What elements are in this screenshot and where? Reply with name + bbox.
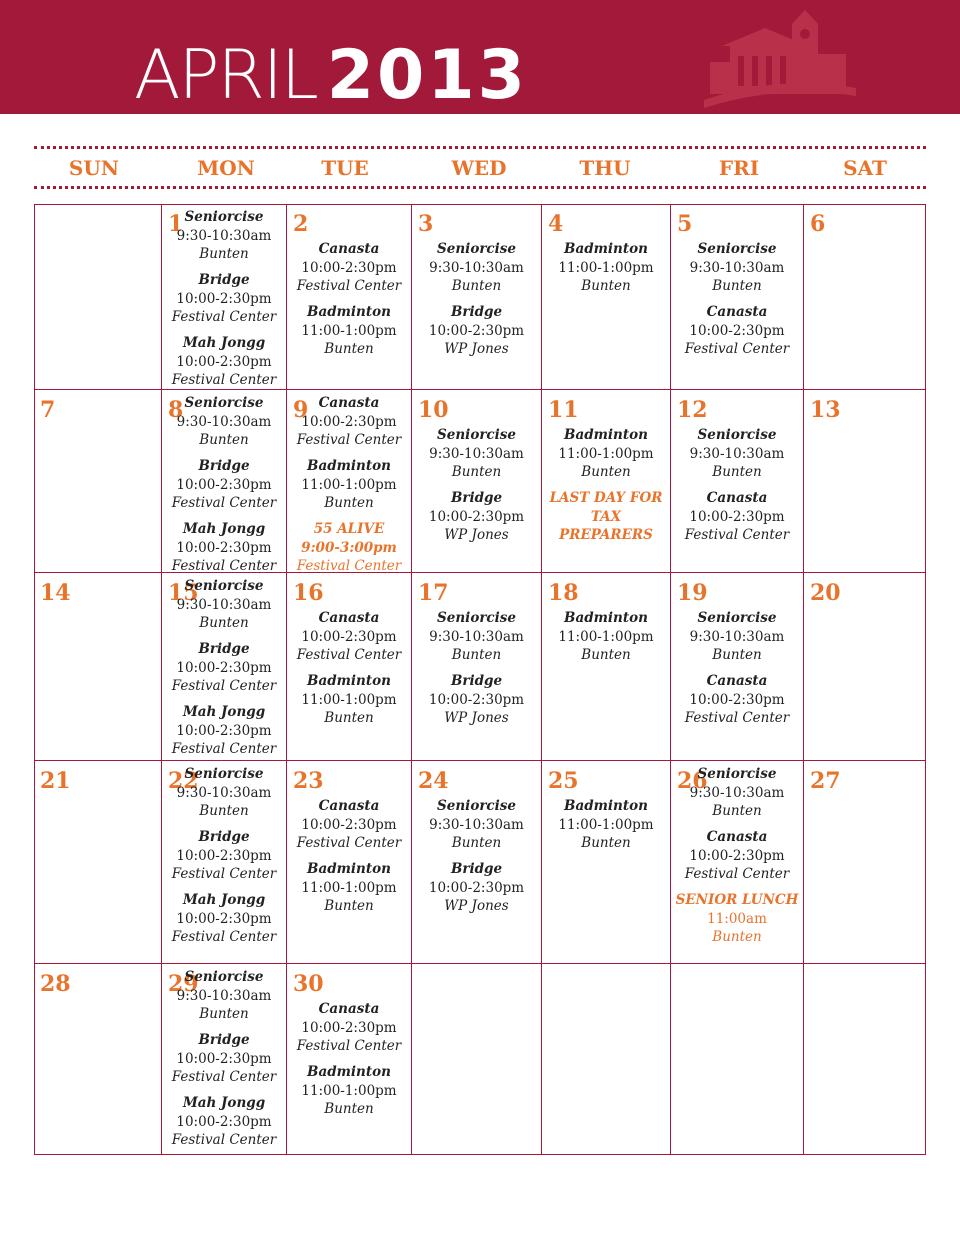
event-name: Canasta <box>706 304 768 320</box>
event-location: Bunten <box>324 898 374 914</box>
day-cell-10[interactable] <box>412 390 542 573</box>
event <box>162 640 286 696</box>
event <box>671 609 803 665</box>
day-number: 23 <box>293 768 324 794</box>
weekday-sat: SAT <box>843 156 887 180</box>
event-location: Bunten <box>324 710 374 726</box>
event-time: 10:00-2:30pm <box>301 1019 397 1036</box>
event-time: 11:00-1:00pm <box>301 322 397 339</box>
event-name: Bridge <box>198 272 250 288</box>
event-time: 10:00-2:30pm <box>428 691 525 708</box>
event <box>162 394 286 450</box>
event <box>412 303 541 359</box>
event-time: 10:00-2:30pm <box>689 691 785 708</box>
day-number: 24 <box>418 768 449 794</box>
event-name: Bridge <box>198 829 250 845</box>
day-cell-4[interactable] <box>542 204 671 390</box>
weekday-mon: MON <box>197 156 255 180</box>
event <box>162 828 286 884</box>
event-time: 11:00-1:00pm <box>301 691 397 708</box>
weekday-sun: SUN <box>68 156 120 180</box>
event <box>671 303 803 359</box>
day-cell-24[interactable] <box>412 761 542 964</box>
event-name: Seniorcise <box>437 427 516 443</box>
title-month: APRIL <box>134 36 317 115</box>
day-cell-8[interactable] <box>162 390 287 573</box>
event-location: WP Jones <box>444 341 509 357</box>
event <box>162 334 286 390</box>
event-name: Bridge <box>198 1032 250 1048</box>
event <box>287 672 411 728</box>
event-time: 10:00-2:30pm <box>176 476 272 493</box>
event-name: Bridge <box>450 304 503 320</box>
event-location: Bunten <box>712 464 762 480</box>
day-cell-12[interactable] <box>671 390 804 573</box>
notice <box>542 489 670 545</box>
event-name: Mah Jongg <box>182 521 266 537</box>
event-name: Mah Jongg <box>182 335 266 351</box>
event-time: 10:00-2:30pm <box>428 508 525 525</box>
event <box>412 240 541 296</box>
day-cell-20[interactable] <box>804 573 926 761</box>
event-time: 9:30-10:30am <box>689 445 785 462</box>
day-cell-15[interactable] <box>162 573 287 761</box>
event-name: Seniorcise <box>697 766 777 782</box>
empty-day-cell[interactable] <box>671 964 804 1155</box>
event-location: Bunten <box>581 464 631 480</box>
event-location: Festival Center <box>296 835 402 851</box>
weekday-fri: FRI <box>718 156 760 180</box>
event <box>542 797 670 853</box>
event-name: Canasta <box>318 1001 380 1017</box>
event-name: Seniorcise <box>437 241 516 257</box>
event-location: Festival Center <box>171 372 277 388</box>
event-name: Badminton <box>307 673 391 689</box>
event-time: 10:00-2:30pm <box>176 659 272 676</box>
event-time: 11:00-1:00pm <box>558 445 654 462</box>
event <box>412 489 541 545</box>
event-name: Badminton <box>564 241 648 257</box>
empty-day-cell[interactable] <box>34 204 162 390</box>
event-name: Seniorcise <box>184 395 264 411</box>
day-number: 6 <box>810 211 826 237</box>
day-cell-9[interactable] <box>287 390 412 573</box>
event-name: Mah Jongg <box>182 704 266 720</box>
day-number: 8 <box>168 397 184 423</box>
event-time: 10:00-2:30pm <box>176 722 272 739</box>
event <box>287 520 411 576</box>
event <box>671 765 803 821</box>
event-time: 10:00-2:30pm <box>176 847 272 864</box>
event-name: Canasta <box>706 490 768 506</box>
event <box>412 609 541 665</box>
event <box>287 1000 411 1056</box>
day-cell-17[interactable] <box>412 573 542 761</box>
event-time: 10:00-2:30pm <box>689 847 785 864</box>
event-time: 9:30-10:30am <box>176 784 272 801</box>
event-name: Badminton <box>307 458 391 474</box>
event-time: 10:00-2:30pm <box>428 322 525 339</box>
event-name: Bridge <box>450 673 503 689</box>
event-location: Festival Center <box>296 558 402 574</box>
event-location: Bunten <box>199 432 249 448</box>
day-cell-19[interactable] <box>671 573 804 761</box>
event-name: Seniorcise <box>184 578 264 594</box>
event-time: 11:00-1:00pm <box>301 1082 397 1099</box>
event-location: Bunten <box>581 278 631 294</box>
event <box>162 891 286 947</box>
day-cell-21[interactable] <box>34 761 162 964</box>
event-location: Festival Center <box>171 1132 277 1148</box>
day-number: 4 <box>548 211 564 237</box>
event-name: Seniorcise <box>697 241 777 257</box>
event-location: WP Jones <box>444 898 509 914</box>
event-time: 11:00-1:00pm <box>558 259 654 276</box>
day-cell-6[interactable] <box>804 204 926 390</box>
event-name: Seniorcise <box>437 798 516 814</box>
event-location: Festival Center <box>171 741 277 757</box>
event <box>162 968 286 1024</box>
day-number: 26 <box>677 768 708 794</box>
weekday-tue: TUE <box>321 156 369 180</box>
event-time: 9:30-10:30am <box>176 596 272 613</box>
event-location: Festival Center <box>684 710 790 726</box>
empty-day-cell[interactable] <box>542 964 671 1155</box>
event-name: Mah Jongg <box>182 1095 266 1111</box>
event-location: Festival Center <box>296 1038 402 1054</box>
event-location: Festival Center <box>171 929 277 945</box>
day-number: 25 <box>548 768 579 794</box>
event <box>287 457 411 513</box>
day-number: 12 <box>677 397 708 423</box>
event-name: Canasta <box>706 673 768 689</box>
day-cell-25[interactable] <box>542 761 671 964</box>
event-time: 10:00-2:30pm <box>176 539 272 556</box>
day-number: 9 <box>293 397 309 423</box>
event <box>542 609 670 665</box>
day-cell-13[interactable] <box>804 390 926 573</box>
event-time: 9:30-10:30am <box>689 628 785 645</box>
event-location: Bunten <box>451 464 502 480</box>
event <box>412 672 541 728</box>
event-location: WP Jones <box>444 710 509 726</box>
event <box>412 860 541 916</box>
event-name: Canasta <box>318 395 380 411</box>
event-location: Festival Center <box>171 495 277 511</box>
event-location: Bunten <box>451 647 502 663</box>
event-time: 10:00-2:30pm <box>176 1050 272 1067</box>
event-name: Badminton <box>564 427 648 443</box>
day-number: 11 <box>548 397 579 423</box>
event-location: Festival Center <box>171 309 277 325</box>
event-location: Bunten <box>451 278 502 294</box>
event-name: Seniorcise <box>184 766 264 782</box>
divider-top <box>34 146 926 149</box>
event-location: Bunten <box>324 1101 374 1117</box>
day-number: 10 <box>418 397 449 423</box>
day-number: 13 <box>810 397 841 423</box>
day-number: 18 <box>548 580 579 606</box>
event-location: Bunten <box>581 835 631 851</box>
day-cell-3[interactable] <box>412 204 542 390</box>
notice-text: TAX PREPARERS <box>559 508 653 543</box>
town-hall-building-icon <box>700 4 860 112</box>
event-location: Festival Center <box>171 1069 277 1085</box>
event-time: 10:00-2:30pm <box>301 628 397 645</box>
event-name: Seniorcise <box>184 969 264 985</box>
event-location: Bunten <box>199 246 249 262</box>
event-time: 9:30-10:30am <box>429 259 524 276</box>
day-number: 30 <box>293 971 324 997</box>
event-location: Festival Center <box>684 341 790 357</box>
header-banner <box>0 0 960 114</box>
event <box>287 303 411 359</box>
event <box>162 703 286 759</box>
event-time: 10:00-2:30pm <box>301 816 397 833</box>
day-cell-27[interactable] <box>804 761 926 964</box>
day-cell-2[interactable] <box>287 204 412 390</box>
event <box>671 426 803 482</box>
event-time: 9:00-3:00pm <box>301 539 397 556</box>
day-number: 20 <box>810 580 841 606</box>
event-location: Bunten <box>199 615 249 631</box>
event-name: Bridge <box>198 458 250 474</box>
event <box>287 240 411 296</box>
day-number: 5 <box>677 211 693 237</box>
title-year: 2013 <box>326 36 528 115</box>
event-location: Bunten <box>199 1006 249 1022</box>
day-cell-7[interactable] <box>34 390 162 573</box>
event-name: Mah Jongg <box>182 892 266 908</box>
event <box>162 271 286 327</box>
day-number: 3 <box>418 211 434 237</box>
event-name: Bridge <box>450 490 503 506</box>
event-time: 10:00-2:30pm <box>176 1113 272 1130</box>
day-cell-29[interactable] <box>162 964 287 1155</box>
event-location: Bunten <box>712 803 762 819</box>
event-location: WP Jones <box>444 527 509 543</box>
day-cell-18[interactable] <box>542 573 671 761</box>
event-location: Festival Center <box>684 527 790 543</box>
day-number: 27 <box>810 768 841 794</box>
event-location: Bunten <box>581 647 631 663</box>
event <box>162 765 286 821</box>
event-location: Bunten <box>712 929 762 945</box>
special-event <box>671 891 803 947</box>
event-location: Festival Center <box>684 866 790 882</box>
event-time: 10:00-2:30pm <box>301 259 397 276</box>
event-time: 10:00-2:30pm <box>176 353 272 370</box>
event-location: Bunten <box>199 803 249 819</box>
day-cell-30[interactable] <box>287 964 412 1155</box>
day-cell-26[interactable] <box>671 761 804 964</box>
event-name: Canasta <box>706 829 768 845</box>
event <box>287 797 411 853</box>
event <box>287 860 411 916</box>
day-number: 21 <box>40 768 71 794</box>
day-number: 29 <box>168 971 199 997</box>
event-time: 11:00am <box>707 910 767 927</box>
event <box>162 1094 286 1150</box>
event-time: 9:30-10:30am <box>429 816 524 833</box>
event-time: 10:00-2:30pm <box>301 413 397 430</box>
event-time: 10:00-2:30pm <box>689 322 785 339</box>
event-name: Badminton <box>307 861 391 877</box>
event-location: Festival Center <box>296 647 402 663</box>
event <box>412 426 541 482</box>
day-number: 17 <box>418 580 449 606</box>
event-name: Canasta <box>318 798 380 814</box>
day-cell-11[interactable] <box>542 390 671 573</box>
day-cell-16[interactable] <box>287 573 412 761</box>
event <box>162 457 286 513</box>
day-cell-28[interactable] <box>34 964 162 1155</box>
event-location: Bunten <box>712 647 762 663</box>
event-name: LAST DAY FOR <box>549 490 663 506</box>
day-number: 2 <box>293 211 309 237</box>
event <box>162 577 286 633</box>
event <box>412 797 541 853</box>
event-time: 10:00-2:30pm <box>176 290 272 307</box>
event-name: Badminton <box>564 798 648 814</box>
event <box>287 394 411 450</box>
event-name: Seniorcise <box>697 427 777 443</box>
day-cell-23[interactable] <box>287 761 412 964</box>
event-location: Festival Center <box>296 278 402 294</box>
event <box>671 489 803 545</box>
event-name: Seniorcise <box>184 209 264 225</box>
event-time: 9:30-10:30am <box>689 784 785 801</box>
event <box>287 609 411 665</box>
event <box>162 208 286 264</box>
event-name: Badminton <box>307 1064 391 1080</box>
event-name: Canasta <box>318 241 380 257</box>
event-location: Bunten <box>451 835 502 851</box>
event-location: Bunten <box>324 341 374 357</box>
event-time: 9:30-10:30am <box>176 413 272 430</box>
divider-bottom <box>34 186 926 189</box>
day-number: 28 <box>40 971 71 997</box>
event-time: 11:00-1:00pm <box>301 879 397 896</box>
event-time: 11:00-1:00pm <box>301 476 397 493</box>
event-location: Festival Center <box>171 558 277 574</box>
day-number: 16 <box>293 580 324 606</box>
event <box>162 1031 286 1087</box>
day-number: 19 <box>677 580 708 606</box>
day-number: 7 <box>40 397 56 423</box>
day-number: 22 <box>168 768 199 794</box>
day-cell-5[interactable] <box>671 204 804 390</box>
day-number: 1 <box>168 211 184 237</box>
event-name: Bridge <box>450 861 503 877</box>
event-time: 9:30-10:30am <box>429 445 524 462</box>
day-cell-14[interactable] <box>34 573 162 761</box>
event-time: 9:30-10:30am <box>689 259 785 276</box>
event-time: 11:00-1:00pm <box>558 816 654 833</box>
event-time: 9:30-10:30am <box>176 227 272 244</box>
event <box>671 240 803 296</box>
event-location: Bunten <box>324 495 374 511</box>
event-name: Badminton <box>307 304 391 320</box>
event-name: Badminton <box>564 610 648 626</box>
event <box>542 426 670 482</box>
empty-day-cell[interactable] <box>804 964 926 1155</box>
event-location: Festival Center <box>171 678 277 694</box>
event-time: 10:00-2:30pm <box>689 508 785 525</box>
day-number: 15 <box>168 580 199 606</box>
calendar-title <box>134 36 528 116</box>
event <box>671 672 803 728</box>
weekday-thu: THU <box>579 156 631 180</box>
event-time: 11:00-1:00pm <box>558 628 654 645</box>
weekday-wed: WED <box>451 156 507 180</box>
event <box>542 240 670 296</box>
event-name: SENIOR LUNCH <box>675 892 799 908</box>
event-time: 9:30-10:30am <box>176 987 272 1004</box>
event-location: Festival Center <box>296 432 402 448</box>
empty-day-cell[interactable] <box>412 964 542 1155</box>
event <box>671 828 803 884</box>
event <box>162 520 286 576</box>
event <box>287 1063 411 1119</box>
day-cell-22[interactable] <box>162 761 287 964</box>
event-name: Seniorcise <box>437 610 516 626</box>
event-name: Canasta <box>318 610 380 626</box>
event-name: 55 ALIVE <box>313 521 385 537</box>
event-location: Festival Center <box>171 866 277 882</box>
event-location: Bunten <box>712 278 762 294</box>
event-name: Seniorcise <box>697 610 777 626</box>
event-name: Bridge <box>198 641 250 657</box>
event-time: 9:30-10:30am <box>429 628 524 645</box>
event-time: 10:00-2:30pm <box>176 910 272 927</box>
day-number: 14 <box>40 580 71 606</box>
event-time: 10:00-2:30pm <box>428 879 525 896</box>
day-cell-1[interactable] <box>162 204 287 390</box>
